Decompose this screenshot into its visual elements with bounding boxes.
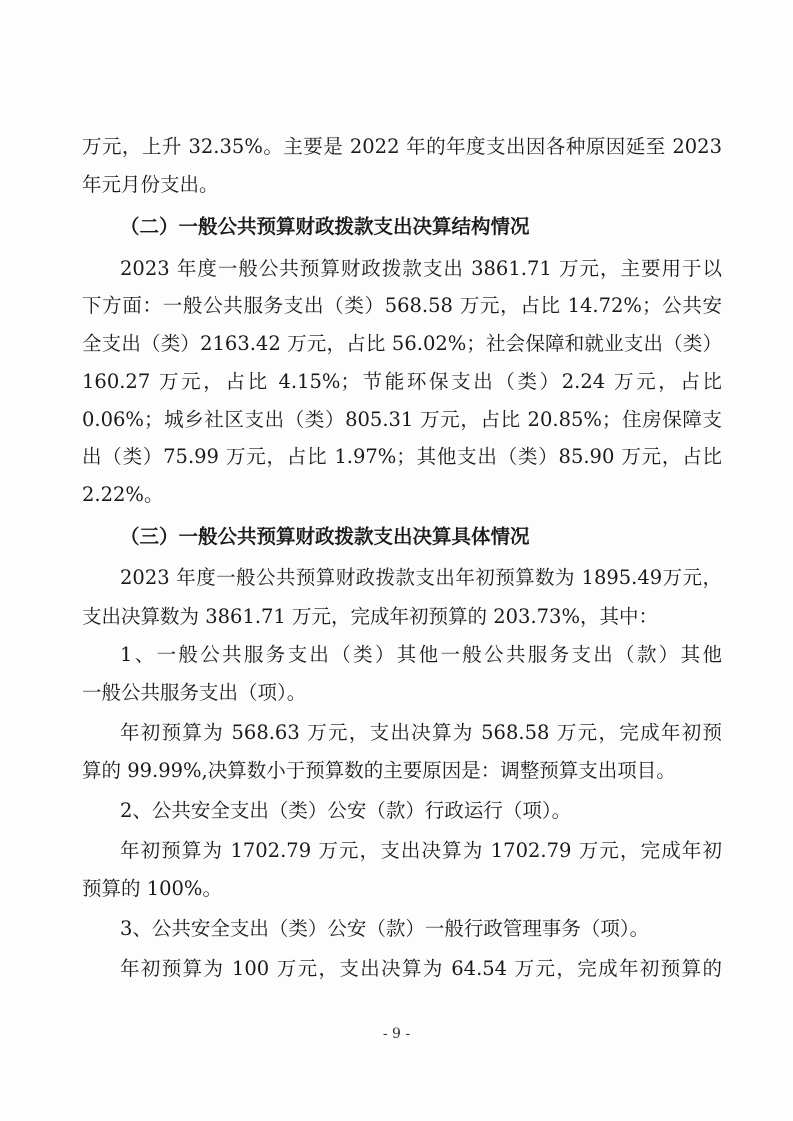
paragraph-line: 1、一般公共服务支出（类）其他一般公共服务支出（款）其他 [120, 643, 722, 666]
section-heading: （三）一般公共预算财政拨款支出决算具体情况 [120, 525, 530, 548]
paragraph-line: 算的 99.99%,决算数小于预算数的主要原因是：调整预算支出项目。 [82, 759, 676, 782]
page-number: - 9 - [382, 1026, 411, 1042]
paragraph-line: 支出决算数为 3861.71 万元，完成年初预算的 203.73%，其中： [82, 605, 658, 628]
paragraph-line: 0.06%；城乡社区支出（类）805.31 万元，占比 20.85%；住房保障支 [82, 408, 722, 431]
paragraph-line: 年元月份支出。 [82, 173, 219, 196]
paragraph-line: 年初预算为 1702.79 万元，支出决算为 1702.79 万元，完成年初 [120, 839, 722, 862]
paragraph-line: 2、公共安全支出（类）公安（款）行政运行（项）。 [120, 799, 572, 822]
paragraph-line: 160.27 万元，占比 4.15%；节能环保支出（类）2.24 万元，占比 [82, 370, 722, 393]
paragraph-line: 2.22%。 [82, 483, 164, 506]
paragraph-line: 下方面：一般公共服务支出（类）568.58 万元，占比 14.72%；公共安 [82, 294, 722, 317]
paragraph-line: 3、公共安全支出（类）公安（款）一般行政管理事务（项）。 [120, 917, 650, 940]
paragraph-line: 2023 年度一般公共预算财政拨款支出年初预算数为 1895.49万元， [120, 566, 722, 589]
paragraph-line: 年初预算为 100 万元，支出决算为 64.54 万元，完成年初预算的 [120, 957, 722, 980]
paragraph-line: 一般公共服务支出（项）。 [82, 681, 307, 704]
paragraph-line: 出（类）75.99 万元，占比 1.97%；其他支出（类）85.90 万元，占比 [82, 445, 722, 468]
paragraph-line: 预算的 100%。 [82, 877, 222, 900]
paragraph-line: 2023 年度一般公共预算财政拨款支出 3861.71 万元，主要用于以 [120, 257, 722, 280]
paragraph-line: 万元，上升 32.35%。主要是 2022 年的年度支出因各种原因延至 2023 [82, 135, 722, 158]
section-heading: （二）一般公共预算财政拨款支出决算结构情况 [120, 215, 530, 238]
paragraph-line: 年初预算为 568.63 万元，支出决算为 568.58 万元，完成年初预 [120, 721, 722, 744]
paragraph-line: 全支出（类）2163.42 万元，占比 56.02%；社会保障和就业支出（类） [82, 332, 722, 355]
